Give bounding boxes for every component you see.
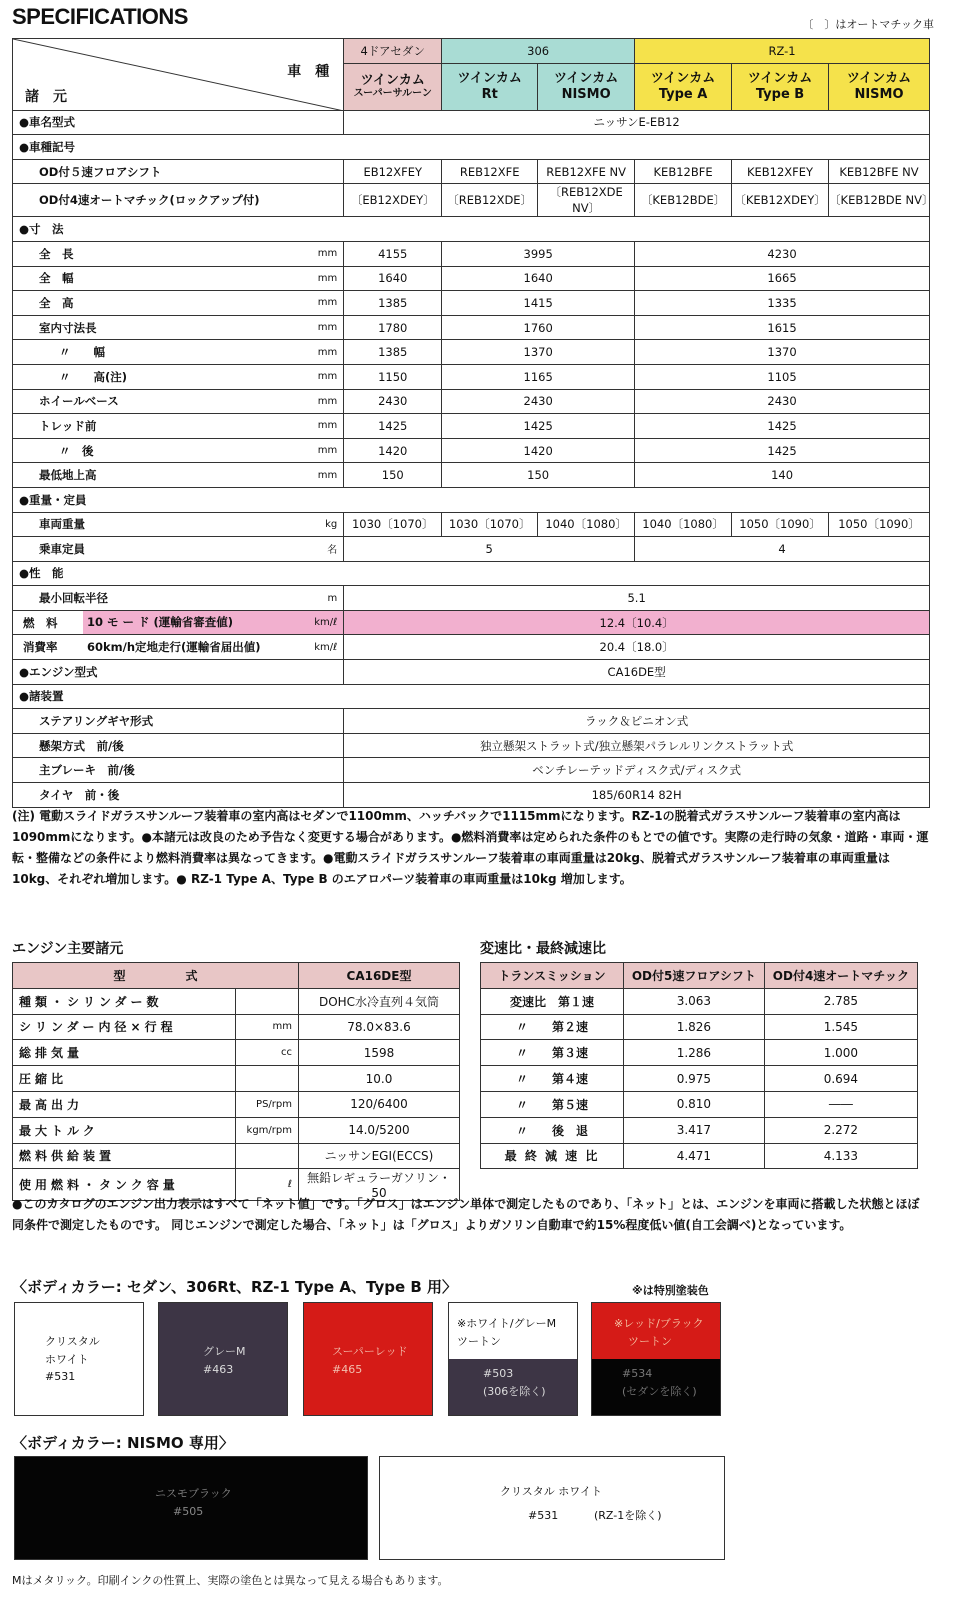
model-header: ツインカム Rt <box>442 63 538 110</box>
swatch-crystal-white: クリスタル ホワイト #531 <box>14 1302 144 1416</box>
table-row: シリンダー内径×行程 mm 78.0×83.6 <box>13 1014 460 1040</box>
row-engine-type: ●エンジン型式 CA16DE型 <box>13 660 930 685</box>
row-fuel-60kmh: 消費率 60km/h定地走行(運輸省届出値) km/ℓ 20.4〔18.0〕 <box>13 635 930 660</box>
row-tire: タイヤ 前・後 185/60R14 82H <box>13 783 930 808</box>
row-width: 全 幅 mm 1640 1640 1665 <box>13 266 930 291</box>
table-row: 〃 第４速 0.975 0.694 <box>481 1066 918 1092</box>
model-header: ツインカム Type A <box>635 63 732 110</box>
table-row: 使用燃料・タンク容量 ℓ 無鉛レギュラーガソリン・50 <box>13 1169 460 1201</box>
color-title-1: 〈ボディカラー: セダン、306Rt、RZ-1 Type A、Type B 用〉 <box>12 1278 458 1296</box>
row-fuel-10mode: 燃 料 10 モ ー ド (運輸省審査値) km/ℓ 12.4〔10.4〕 <box>13 610 930 635</box>
tx-head: OD付4速オートマチック <box>764 963 917 989</box>
header-corner <box>13 39 344 111</box>
tx-head: OD付5速フロアシフト <box>624 963 765 989</box>
footnote: (注) 電動スライドガラスサンルーフ装着車の室内高はセダンで1100mm、ハッチバックで1115mmになります。RZ-1の脱着式ガラスサンルーフ装着車の室内高は1090mmになります。●本諸元は改良のため予告なく変更する場合があります。●燃料消費率は定められた条件のもとでの値です。実際の走行時の気象・道路・車両・運転・整備などの条件により燃料消費率は異なってきます。●電動スライドガラスサンルーフ装着車の車両重量は20kg、脱着式ガラスサンルーフ装着車の車両重量は10kg、それぞれ増加します。● RZ-1 Type A、Type B のエアロパーツ装着車の車両重量は10kg 増加します。 <box>12 809 929 886</box>
row-tread-front: トレッド前 mm 1425 1425 1425 <box>13 414 930 439</box>
row-interior-height: 〃 高(注) mm 1150 1165 1105 <box>13 364 930 389</box>
table-row: 燃料供給装置 ニッサンEGI(ECCS) <box>13 1143 460 1169</box>
engine-title: エンジン主要諸元 <box>12 941 124 957</box>
engine-head-key: 型 式 <box>13 963 299 989</box>
page-title: SPECIFICATIONS <box>12 4 188 29</box>
swatch-red-black-two-tone: ※レッド/ブラック ツートン #534 (セダンを除く) <box>591 1302 721 1416</box>
special-paint-note: ※は特別塗装色 <box>632 1284 709 1297</box>
transmission-title: 変速比・最終減速比 <box>480 941 606 957</box>
swatch-white-grey-two-tone: ※ホワイト/グレーM ツートン #503 (306を除く) <box>448 1302 578 1416</box>
section-performance: ●性 能 <box>13 561 930 586</box>
model-header: ツインカム NISMO <box>829 63 930 110</box>
swatch-super-red: スーパーレッド #465 <box>303 1302 433 1416</box>
metallic-note: Mはメタリック。印刷インクの性質上、実際の塗色とは異なって見える場合もあります。 <box>12 1574 449 1587</box>
transmission-table <box>480 962 918 1169</box>
row-turning-radius: 最小回転半径 m 5.1 <box>13 586 930 611</box>
engine-head-value: CA16DE型 <box>299 963 460 989</box>
table-row: 変速比 第１速 3.063 2.785 <box>481 988 918 1014</box>
net-value-note: ●このカタログのエンジン出力表示はすべて「ネット値」です。「グロス」はエンジン単体で測定したものであり、「ネット」とは、エンジンを車両に搭載した状態とほぼ同条件で測定したものです。 同じエンジンで測定した場合、「ネット」は「グロス」よりガソリン自動車で約15%程度低い値(自工会調べ)となっています。 <box>12 1197 920 1232</box>
table-row: 圧縮比 10.0 <box>13 1066 460 1092</box>
model-header: ツインカム スーパーサルーン <box>344 63 442 110</box>
group-rz1: RZ-1 <box>635 39 930 64</box>
row-steering: ステアリングギヤ形式 ラック＆ピニオン式 <box>13 709 930 734</box>
spec-table <box>12 38 934 808</box>
color-title-2: 〈ボディカラー: NISMO 専用〉 <box>12 1434 234 1452</box>
section-code: ●車種記号 <box>13 135 930 160</box>
model-header: ツインカム NISMO <box>538 63 635 110</box>
table-row: 〃 第２速 1.826 1.545 <box>481 1014 918 1040</box>
table-row: 〃 第５速 0.810 ―― <box>481 1091 918 1117</box>
section-weight: ●重量・定員 <box>13 487 930 512</box>
row-interior-width: 〃 幅 mm 1385 1370 1370 <box>13 340 930 365</box>
table-row: 種類・シリンダー数 DOHC水冷直列４気筒 <box>13 988 460 1014</box>
row-height: 全 高 mm 1385 1415 1335 <box>13 291 930 316</box>
swatch-grey-m: グレーM #463 <box>158 1302 288 1416</box>
section-dims: ●寸 法 <box>13 217 930 242</box>
row-model-type: ●車名型式 ニッサンE-EB12 <box>13 110 930 135</box>
row-wheelbase: ホイールベース mm 2430 2430 2430 <box>13 389 930 414</box>
row-brake: 主ブレーキ 前/後 ベンチレーテッドディスク式/ディスク式 <box>13 758 930 783</box>
row-ground-clearance: 最低地上高 mm 150 150 140 <box>13 463 930 488</box>
section-equipment: ●諸装置 <box>13 684 930 709</box>
row-suspension: 懸架方式 前/後 独立懸架ストラット式/独立懸架パラレルリンクストラット式 <box>13 733 930 758</box>
row-capacity: 乗車定員 名 5 4 <box>13 537 930 562</box>
row-weight: 車両重量 kg 1030〔1070〕 1030〔1070〕 1040〔1080〕 1040〔1080〕 1050〔1090〕 1050〔1090〕 <box>13 512 930 537</box>
row-interior-length: 室内寸法長 mm 1780 1760 1615 <box>13 315 930 340</box>
table-row: 総排気量 cc 1598 <box>13 1040 460 1066</box>
table-row: 最高出力 PS/rpm 120/6400 <box>13 1091 460 1117</box>
model-header: ツインカム Type B <box>732 63 829 110</box>
engine-table <box>12 962 460 1201</box>
vehicle-label: 車 種 <box>287 64 330 80</box>
spec-label: 諸 元 <box>25 88 67 105</box>
table-row: 最大トルク kgm/rpm 14.0/5200 <box>13 1117 460 1143</box>
table-row: 〃 第３速 1.286 1.000 <box>481 1040 918 1066</box>
swatch-nismo-black: ニスモブラック #505 <box>14 1456 368 1560</box>
row-tread-rear: 〃 後 mm 1420 1420 1425 <box>13 438 930 463</box>
table-row: 〃 後 退 3.417 2.272 <box>481 1117 918 1143</box>
row-od5: OD付５速フロアシフト EB12XFEY REB12XFE REB12XFE NV KEB12BFE KEB12XFEY KEB12BFE NV <box>13 159 930 184</box>
group-sedan: 4ドアセダン <box>344 39 442 64</box>
row-length: 全 長 mm 4155 3995 4230 <box>13 241 930 266</box>
row-od4: OD付4速オートマチック(ロックアップ付) 〔EB12XDEY〕 〔REB12XDE〕 〔REB12XDE NV〕 〔KEB12BDE〕 〔KEB12XDEY〕 〔KEB12BDE NV〕 <box>13 184 930 217</box>
table-row: 最 終 減 速 比 4.471 4.133 <box>481 1143 918 1169</box>
group-306: 306 <box>442 39 635 64</box>
tx-head: トランスミッション <box>481 963 624 989</box>
swatch-nismo-crystal-white: クリスタル ホワイト #531 (RZ-1を除く) <box>379 1456 725 1560</box>
automatic-note: 〔 〕はオートマチック車 <box>802 18 934 31</box>
